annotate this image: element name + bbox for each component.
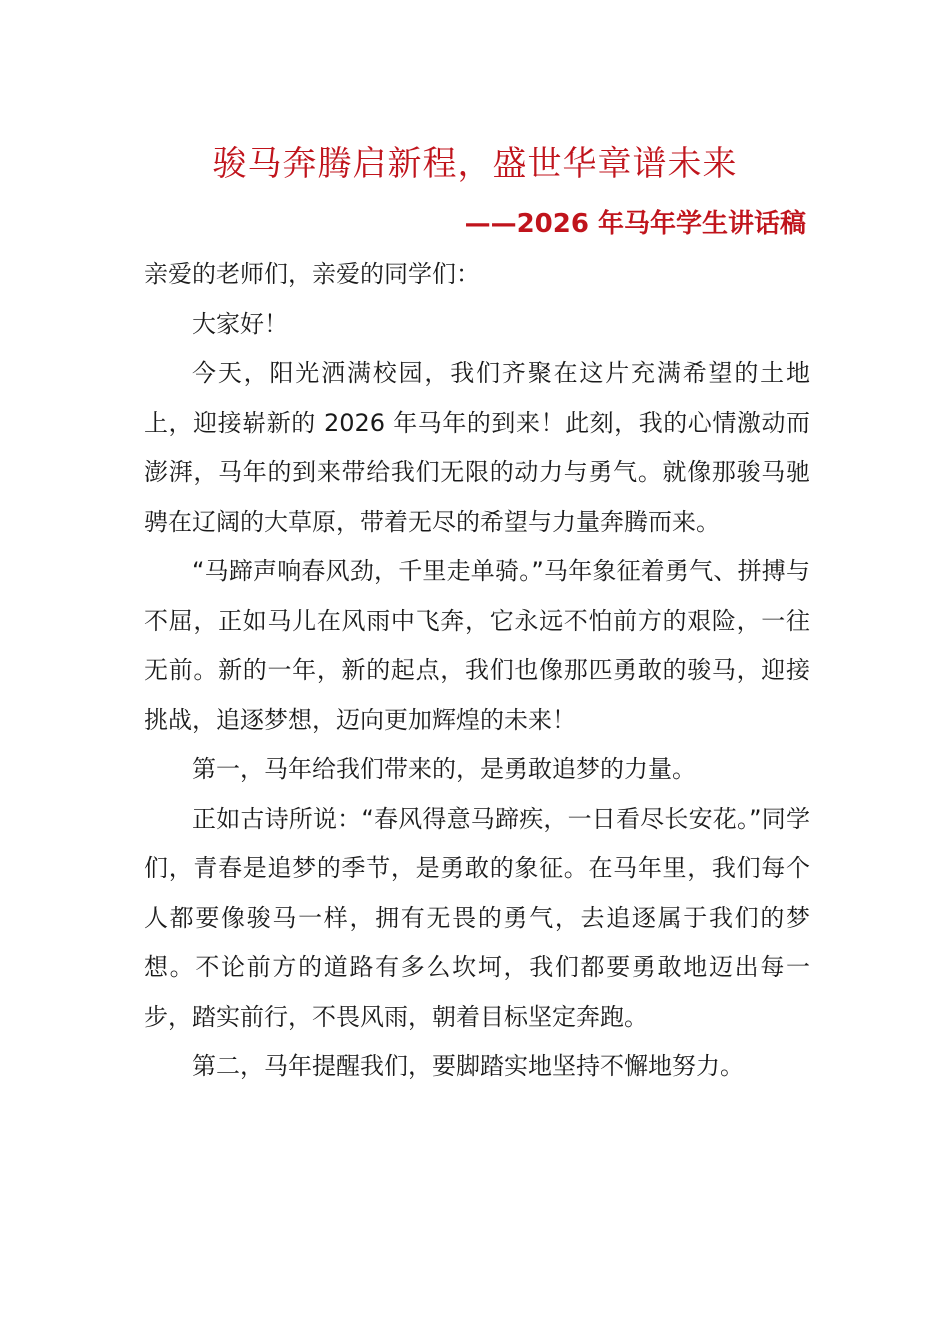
paragraph: 正如古诗所说：“春风得意马蹄疾，一日看尽长安花。”同学们，青春是追梦的季节，是勇敢的象征。在马年里，我们每个人都要像骏马一样，拥有无畏的勇气，去追逐属于我们的梦想。不论前方的道路有多么坎坷，我们都要勇敢地迈出每一步，踏实前行，不畏风雨，朝着目标坚定奔跑。: [144, 804, 810, 1031]
document-subtitle: ——2026 年马年学生讲话稿: [464, 209, 806, 239]
document-body: [144, 250, 810, 1092]
paragraph: 第二，马年提醒我们，要脚踏实地坚持不懈地努力。: [192, 1052, 744, 1080]
document-title: 骏马奔腾启新程，盛世华章谱未来: [212, 144, 738, 184]
paragraph: “马蹄声响春风劲，千里走单骑。”马年象征着勇气、拼搏与不屈，正如马儿在风雨中飞奔，它永远不怕前方的艰险，一往无前。新的一年，新的起点，我们也像那匹勇敢的骏马，迎接挑战，追逐梦想，迈向更加辉煌的未来！: [144, 557, 810, 734]
paragraph: 今天，阳光洒满校园，我们齐聚在这片充满希望的土地上，迎接崭新的 2026 年马年的到来！此刻，我的心情激动而澎湃，马年的到来带给我们无限的动力与勇气。就像那骏马驰骋在辽阔的大草原，带着无尽的希望与力量奔腾而来。: [144, 359, 810, 536]
paragraph: 第一，马年给我们带来的，是勇敢追梦的力量。: [192, 755, 696, 783]
paragraph: 大家好！: [192, 309, 288, 338]
greeting: 亲爱的老师们，亲爱的同学们：: [144, 260, 480, 288]
